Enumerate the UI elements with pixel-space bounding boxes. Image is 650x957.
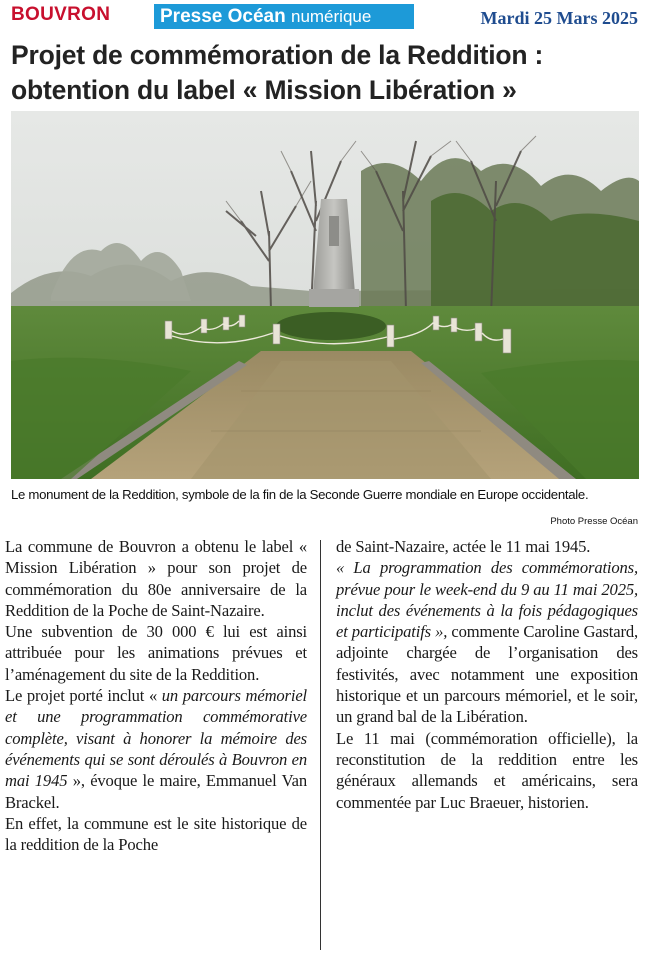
paragraph: En effet, la commune est le site historique de la reddition de la Poche (5, 813, 307, 855)
masthead (0, 0, 650, 34)
publication-date: Mardi 25 Mars 2025 (480, 8, 638, 28)
photo-caption: Le monument de la Reddition, symbole de la fin de la Seconde Guerre mondiale en Europe occidentale. (11, 487, 589, 502)
brand-suffix: numérique (290, 7, 372, 26)
section-city: BOUVRON (11, 4, 111, 25)
text-span: », évoque le maire, Emmanuel Van Brackel. (5, 771, 308, 812)
article-title: Projet de commémoration de la Reddition : obtention du label « Mission Libération » (11, 40, 544, 105)
paragraph (5, 685, 307, 813)
photo-credit: Photo Presse Océan (550, 516, 638, 527)
paragraph: de Saint-Nazaire, actée le 11 mai 1945. (336, 537, 591, 556)
article-column-left (5, 536, 307, 855)
brand-banner (154, 4, 414, 29)
article-column-right (336, 536, 638, 813)
paragraph: La commune de Bouvron a obtenu le label « Mission Libération » pour son projet de commémoration du 80e anniversaire de la Reddition de la Poche de Saint-Nazaire. (5, 537, 307, 620)
paragraph: Le 11 mai (commémoration officielle), la reconstitution de la reddition entre les généraux allemands et américains, sera commentée par Luc Braeuer, historien. (336, 728, 638, 812)
text-span: commente Caroline Gastard, adjointe chargée de l’organisation des festivités, avec notamment une exposition historique et un parcours mémoriel, et le soir, un grand bal de la Libération. (336, 622, 639, 727)
mayor-quote: un parcours mémoriel et une programmation commémorative complète, visant à honorer la mémoire des événements qui se sont déroulés à Bouvron en mai 1945 (5, 686, 307, 791)
paragraph: Une subvention de 30 000 € lui est ainsi attribuée pour les animations prévues et l’aménagement du site de la Reddition. (5, 622, 307, 684)
monument-photo (11, 111, 639, 479)
paragraph (336, 557, 638, 727)
deputy-quote: « La programmation des commémorations, prévue pour le week-end du 9 au 11 mai 2025, inclut des événements à la fois pédagogiques et participatifs », (336, 558, 638, 642)
text-span: Le projet porté inclut « (5, 686, 162, 706)
brand-name: Presse Océan (160, 6, 286, 27)
column-divider (320, 540, 321, 950)
